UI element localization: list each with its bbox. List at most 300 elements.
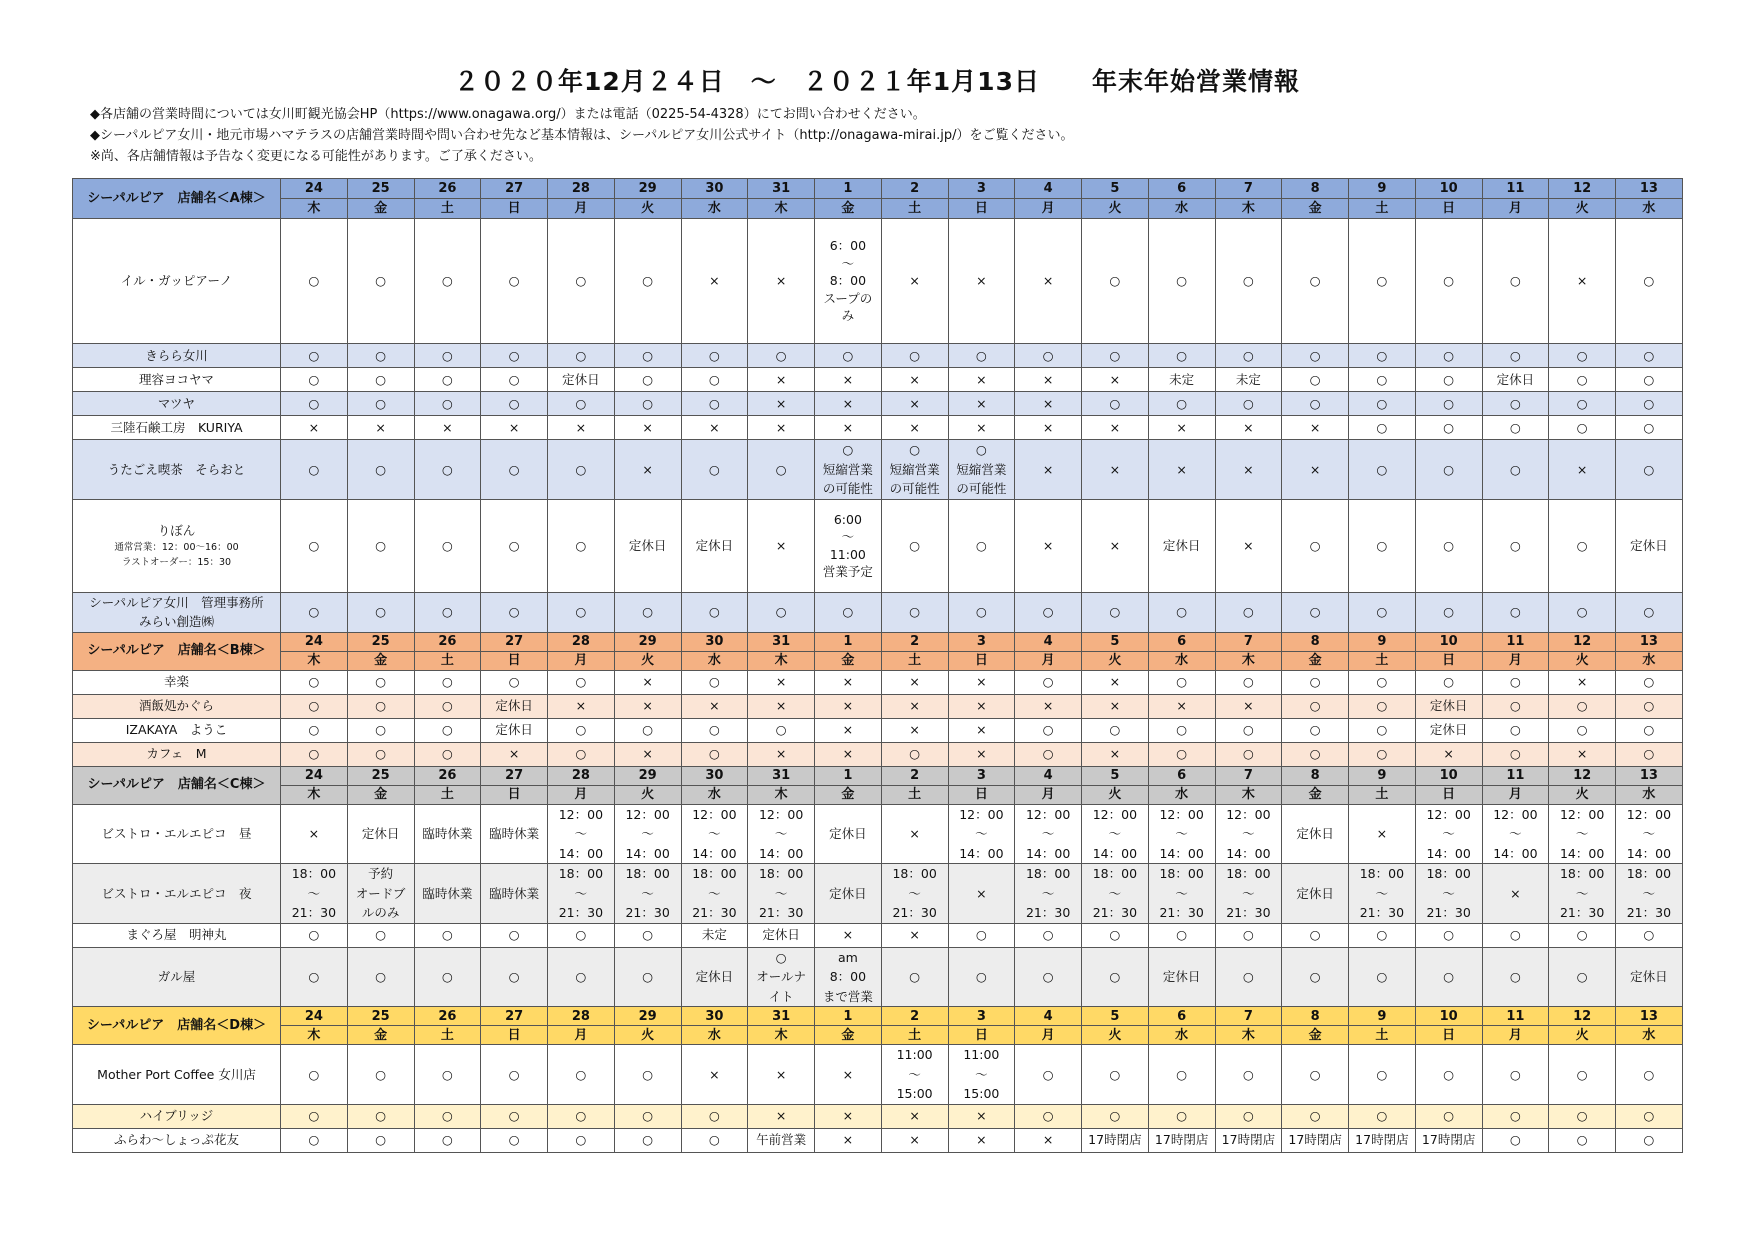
day-number: 11: [1482, 1007, 1549, 1026]
store-row: [73, 416, 1683, 440]
status-cell: ×: [1015, 1128, 1082, 1152]
day-number: 12: [1549, 766, 1616, 785]
status-cell: ○: [1549, 344, 1616, 368]
status-cell: ○: [414, 1128, 481, 1152]
weekday: 土: [1349, 651, 1416, 670]
weekday: 火: [1082, 785, 1149, 804]
store-name: きらら女川: [73, 344, 281, 368]
day-number: 2: [881, 632, 948, 651]
status-cell: ○: [1349, 1104, 1416, 1128]
status-cell: ×: [948, 219, 1015, 344]
status-cell: 12：00 ～ 14：00: [681, 804, 748, 864]
status-cell: ○: [1549, 1104, 1616, 1128]
status-cell: ○: [1282, 670, 1349, 694]
weekday: 火: [1549, 1026, 1616, 1045]
status-cell: ○: [681, 592, 748, 632]
day-number: 13: [1616, 179, 1683, 199]
status-cell: ○: [1616, 670, 1683, 694]
status-cell: ○: [1082, 592, 1149, 632]
status-cell: ×: [1015, 416, 1082, 440]
status-cell: 12：00 ～ 14：00: [1415, 804, 1482, 864]
status-cell: ○: [1482, 1128, 1549, 1152]
status-cell: ○: [281, 499, 348, 592]
status-cell: ×: [1148, 440, 1215, 500]
day-number: 31: [748, 1007, 815, 1026]
weekday: 月: [1482, 785, 1549, 804]
weekday: 金: [1282, 651, 1349, 670]
status-cell: ○: [347, 219, 414, 344]
day-number: 5: [1082, 632, 1149, 651]
status-cell: ○: [1616, 219, 1683, 344]
status-cell: ○: [481, 592, 548, 632]
status-cell: 定休日: [748, 923, 815, 947]
status-cell: ○: [1015, 947, 1082, 1007]
status-cell: 18：00 ～ 21：30: [1616, 864, 1683, 924]
status-cell: ×: [881, 804, 948, 864]
weekday: 金: [347, 199, 414, 219]
status-cell: 定休日: [815, 864, 882, 924]
status-cell: ×: [548, 416, 615, 440]
status-cell: ○: [681, 1104, 748, 1128]
weekday: 日: [948, 651, 1015, 670]
status-cell: 定休日: [681, 947, 748, 1007]
status-cell: ×: [948, 718, 1015, 742]
day-number: 2: [881, 179, 948, 199]
day-number: 30: [681, 632, 748, 651]
status-cell: ×: [948, 1128, 1015, 1152]
weekday: 金: [815, 785, 882, 804]
status-cell: ○: [1349, 718, 1416, 742]
weekday: 木: [748, 1026, 815, 1045]
status-cell: 18：00 ～ 21：30: [1082, 864, 1149, 924]
status-cell: 予約 オードブ ルのみ: [347, 864, 414, 924]
weekday: 日: [481, 199, 548, 219]
status-cell: ×: [881, 923, 948, 947]
day-number: 29: [614, 179, 681, 199]
store-name: マツヤ: [73, 392, 281, 416]
weekday: 日: [481, 651, 548, 670]
status-cell: ×: [1082, 694, 1149, 718]
status-cell: ○: [481, 923, 548, 947]
status-cell: ×: [748, 742, 815, 766]
status-cell: ○: [1215, 947, 1282, 1007]
weekday: 火: [1549, 785, 1616, 804]
status-cell: ○: [1482, 440, 1549, 500]
section-header-row: [73, 1007, 1683, 1026]
section-label: シーパルピア 店舗名＜A棟＞: [73, 179, 281, 219]
status-cell: ×: [748, 1045, 815, 1105]
day-number: 8: [1282, 632, 1349, 651]
weekday: 月: [1015, 1026, 1082, 1045]
day-number: 25: [347, 766, 414, 785]
status-cell: ○: [1215, 392, 1282, 416]
store-row: [73, 1104, 1683, 1128]
weekday: 木: [1215, 651, 1282, 670]
status-cell: ○: [1616, 742, 1683, 766]
status-cell: ○: [1549, 592, 1616, 632]
section-header-row: [73, 766, 1683, 785]
weekday: 水: [681, 1026, 748, 1045]
status-cell: ×: [1415, 742, 1482, 766]
day-number: 24: [281, 632, 348, 651]
status-cell: ×: [1482, 864, 1549, 924]
status-cell: ○: [614, 1128, 681, 1152]
status-cell: ×: [948, 392, 1015, 416]
status-cell: ○: [347, 694, 414, 718]
day-number: 3: [948, 766, 1015, 785]
status-cell: ○: [1215, 344, 1282, 368]
status-cell: ○: [1415, 1045, 1482, 1105]
status-cell: ○: [1349, 1045, 1416, 1105]
status-cell: ○: [347, 1045, 414, 1105]
status-cell: ○: [1148, 344, 1215, 368]
status-cell: ○: [1482, 694, 1549, 718]
status-cell: ×: [948, 694, 1015, 718]
status-cell: ○: [481, 670, 548, 694]
status-cell: ○: [347, 718, 414, 742]
weekday: 金: [347, 651, 414, 670]
weekday: 木: [748, 651, 815, 670]
status-cell: ○: [681, 344, 748, 368]
status-cell: ○: [1215, 1045, 1282, 1105]
weekday: 火: [1082, 651, 1149, 670]
status-cell: ○: [1349, 694, 1416, 718]
status-cell: ×: [1015, 499, 1082, 592]
day-number: 24: [281, 1007, 348, 1026]
day-number: 6: [1148, 766, 1215, 785]
weekday: 日: [481, 785, 548, 804]
status-cell: 12：00 ～ 14：00: [748, 804, 815, 864]
status-cell: ×: [614, 670, 681, 694]
day-number: 30: [681, 179, 748, 199]
status-cell: ○: [548, 219, 615, 344]
status-cell: ○: [414, 1104, 481, 1128]
status-cell: ○: [1482, 923, 1549, 947]
status-cell: ○: [1482, 742, 1549, 766]
status-cell: ○: [1082, 947, 1149, 1007]
day-number: 25: [347, 179, 414, 199]
day-number: 10: [1415, 766, 1482, 785]
status-cell: ○: [1415, 392, 1482, 416]
status-cell: ×: [881, 1128, 948, 1152]
status-cell: ○: [1015, 344, 1082, 368]
day-number: 1: [815, 632, 882, 651]
status-cell: ○: [548, 1045, 615, 1105]
status-cell: ○: [1349, 392, 1416, 416]
status-cell: ×: [1082, 499, 1149, 592]
weekday: 木: [1215, 785, 1282, 804]
weekday: 土: [881, 785, 948, 804]
status-cell: ○: [1415, 219, 1482, 344]
status-cell: ×: [1549, 742, 1616, 766]
status-cell: 12：00 ～ 14：00: [1082, 804, 1149, 864]
status-cell: ○: [1549, 694, 1616, 718]
status-cell: ○: [1482, 344, 1549, 368]
status-cell: ○: [1215, 742, 1282, 766]
day-number: 31: [748, 766, 815, 785]
status-cell: 定休日: [614, 499, 681, 592]
weekday: 木: [281, 651, 348, 670]
status-cell: ○: [414, 344, 481, 368]
status-cell: ○: [548, 440, 615, 500]
status-cell: ○: [1349, 219, 1416, 344]
weekday: 月: [1482, 651, 1549, 670]
day-number: 4: [1015, 1007, 1082, 1026]
note-official-site: ◆シーパルピア女川・地元市場ハマテラスの店舗営業時間や問い合わせ先など基本情報は、シーパルピア女川公式サイト（http://onagawa-mirai.jp/）をご覧ください。: [90, 128, 1074, 143]
status-cell: ○: [1415, 368, 1482, 392]
status-cell: ×: [748, 1104, 815, 1128]
day-number: 9: [1349, 766, 1416, 785]
status-cell: ○: [347, 344, 414, 368]
status-cell: ×: [815, 368, 882, 392]
status-cell: ×: [1215, 440, 1282, 500]
status-cell: ○: [414, 947, 481, 1007]
status-cell: ○: [1282, 694, 1349, 718]
day-number: 1: [815, 1007, 882, 1026]
weekday: 木: [281, 199, 348, 219]
status-cell: ×: [1282, 416, 1349, 440]
status-cell: ○: [1482, 416, 1549, 440]
status-cell: ○: [347, 670, 414, 694]
status-cell: 定休日: [681, 499, 748, 592]
status-cell: ○: [1549, 923, 1616, 947]
store-name: 幸楽: [73, 670, 281, 694]
day-number: 12: [1549, 632, 1616, 651]
status-cell: ○: [1616, 344, 1683, 368]
day-number: 8: [1282, 1007, 1349, 1026]
status-cell: 18：00 ～ 21：30: [681, 864, 748, 924]
status-cell: ○: [481, 392, 548, 416]
weekday: 水: [681, 199, 748, 219]
status-cell: ○: [281, 1128, 348, 1152]
status-cell: ○: [1616, 368, 1683, 392]
status-cell: 6:00 ～ 11:00 営業予定: [815, 499, 882, 592]
day-number: 28: [548, 1007, 615, 1026]
status-cell: 17時閉店: [1349, 1128, 1416, 1152]
status-cell: ○: [881, 592, 948, 632]
weekday: 木: [748, 785, 815, 804]
day-number: 3: [948, 1007, 1015, 1026]
status-cell: ○: [815, 592, 882, 632]
status-cell: ×: [815, 670, 882, 694]
status-cell: ○: [948, 499, 1015, 592]
status-cell: ○: [548, 670, 615, 694]
weekday: 金: [347, 1026, 414, 1045]
day-number: 4: [1015, 632, 1082, 651]
status-cell: 臨時休業: [481, 804, 548, 864]
day-number: 13: [1616, 1007, 1683, 1026]
status-cell: ○: [347, 742, 414, 766]
status-cell: ○: [481, 1045, 548, 1105]
status-cell: ○: [614, 718, 681, 742]
status-cell: ○: [548, 392, 615, 416]
status-cell: 17時閉店: [1082, 1128, 1149, 1152]
weekday: 金: [1282, 199, 1349, 219]
status-cell: ○: [1616, 923, 1683, 947]
status-cell: ×: [748, 499, 815, 592]
status-cell: ○: [281, 392, 348, 416]
status-cell: ○: [548, 592, 615, 632]
status-cell: ○: [1215, 670, 1282, 694]
weekday: 水: [1148, 199, 1215, 219]
section-weekday-row: [73, 1026, 1683, 1045]
status-cell: ○: [1215, 923, 1282, 947]
day-number: 4: [1015, 766, 1082, 785]
status-cell: ×: [614, 440, 681, 500]
status-cell: ○: [414, 392, 481, 416]
status-cell: ×: [815, 923, 882, 947]
status-cell: ○: [281, 670, 348, 694]
status-cell: ○: [281, 923, 348, 947]
day-number: 11: [1482, 179, 1549, 199]
status-cell: ○: [1482, 718, 1549, 742]
day-number: 6: [1148, 632, 1215, 651]
status-cell: ○: [1415, 416, 1482, 440]
status-cell: ○: [614, 947, 681, 1007]
status-cell: ×: [1082, 416, 1149, 440]
day-number: 30: [681, 1007, 748, 1026]
store-name: ビストロ・エルエピコ 昼: [73, 804, 281, 864]
status-cell: ○: [347, 499, 414, 592]
day-number: 25: [347, 1007, 414, 1026]
weekday: 月: [1015, 199, 1082, 219]
day-number: 11: [1482, 632, 1549, 651]
status-cell: ○: [1349, 670, 1416, 694]
day-number: 26: [414, 766, 481, 785]
status-cell: ○: [614, 344, 681, 368]
weekday: 水: [681, 785, 748, 804]
status-cell: ○: [1215, 1104, 1282, 1128]
weekday: 水: [1148, 1026, 1215, 1045]
day-number: 9: [1349, 179, 1416, 199]
day-number: 9: [1349, 632, 1416, 651]
status-cell: ×: [1148, 694, 1215, 718]
status-cell: 18：00 ～ 21：30: [548, 864, 615, 924]
store-name: Mother Port Coffee 女川店: [73, 1045, 281, 1105]
status-cell: ×: [1015, 694, 1082, 718]
status-cell: ○: [1282, 592, 1349, 632]
status-cell: ○: [614, 923, 681, 947]
status-cell: ×: [414, 416, 481, 440]
status-cell: ×: [881, 368, 948, 392]
status-cell: ×: [948, 864, 1015, 924]
status-cell: ○: [1282, 368, 1349, 392]
status-cell: 定休日: [481, 694, 548, 718]
status-cell: ○: [1415, 947, 1482, 1007]
status-cell: ○: [1282, 718, 1349, 742]
status-cell: 定休日: [1415, 718, 1482, 742]
status-cell: 6：00 ～ 8：00 スープの み: [815, 219, 882, 344]
store-name: うたごえ喫茶 そらおと: [73, 440, 281, 500]
status-cell: ×: [1082, 440, 1149, 500]
weekday: 水: [1148, 785, 1215, 804]
status-cell: ○: [1282, 1104, 1349, 1128]
weekday: 月: [548, 199, 615, 219]
weekday: 火: [614, 1026, 681, 1045]
store-hours-note: ラストオーダー：15：30: [121, 557, 232, 569]
day-number: 7: [1215, 766, 1282, 785]
day-number: 7: [1215, 1007, 1282, 1026]
weekday: 水: [1616, 785, 1683, 804]
status-cell: ○: [481, 368, 548, 392]
status-cell: ○: [347, 1128, 414, 1152]
page-title: ２０２０年12月２４日 ～ ２０２１年1月13日 年末年始営業情報: [454, 67, 1300, 96]
status-cell: ○: [1148, 219, 1215, 344]
weekday: 土: [414, 1026, 481, 1045]
status-cell: ○: [281, 344, 348, 368]
day-number: 12: [1549, 1007, 1616, 1026]
status-cell: ×: [1082, 670, 1149, 694]
status-cell: ○: [347, 392, 414, 416]
status-cell: ○: [1215, 592, 1282, 632]
weekday: 日: [1415, 1026, 1482, 1045]
status-cell: ○: [1282, 947, 1349, 1007]
day-number: 12: [1549, 179, 1616, 199]
status-cell: ○: [1015, 1045, 1082, 1105]
status-cell: ○: [1482, 1045, 1549, 1105]
store-name: ふらわ～しょっぷ花友: [73, 1128, 281, 1152]
schedule-table: [72, 178, 1683, 1153]
status-cell: ×: [948, 670, 1015, 694]
status-cell: 18：00 ～ 21：30: [281, 864, 348, 924]
store-row: [73, 368, 1683, 392]
status-cell: ○: [1415, 670, 1482, 694]
note-disclaimer: ※尚、各店舗情報は予告なく変更になる可能性があります。ご了承ください。: [90, 149, 542, 164]
store-name: イル・ガッピアーノ: [73, 219, 281, 344]
status-cell: ○: [614, 392, 681, 416]
status-cell: ○: [1549, 947, 1616, 1007]
status-cell: ○: [347, 368, 414, 392]
status-cell: ○: [414, 718, 481, 742]
status-cell: ×: [748, 368, 815, 392]
status-cell: 定休日: [815, 804, 882, 864]
status-cell: ×: [281, 804, 348, 864]
weekday: 火: [1549, 199, 1616, 219]
status-cell: ×: [1082, 368, 1149, 392]
weekday: 木: [281, 1026, 348, 1045]
status-cell: ○: [881, 344, 948, 368]
status-cell: ○: [1349, 923, 1416, 947]
weekday: 土: [414, 785, 481, 804]
weekday: 日: [948, 1026, 1015, 1045]
status-cell: 18：00 ～ 21：30: [748, 864, 815, 924]
status-cell: ○: [815, 344, 882, 368]
status-cell: ○: [1482, 670, 1549, 694]
status-cell: ○: [1616, 1104, 1683, 1128]
status-cell: ×: [1015, 392, 1082, 416]
status-cell: ○: [1015, 923, 1082, 947]
status-cell: ○: [1415, 344, 1482, 368]
status-cell: 17時閉店: [1148, 1128, 1215, 1152]
day-number: 4: [1015, 179, 1082, 199]
status-cell: 17時閉店: [1215, 1128, 1282, 1152]
status-cell: ○: [548, 923, 615, 947]
status-cell: ○: [414, 1045, 481, 1105]
weekday: 土: [881, 651, 948, 670]
status-cell: ×: [748, 694, 815, 718]
status-cell: ○: [1349, 592, 1416, 632]
status-cell: ○: [548, 1128, 615, 1152]
store-hours-note: 通常営業：12：00～16：00: [114, 542, 239, 554]
store-row: [73, 742, 1683, 766]
note-contact: ◆各店舗の営業時間については女川町観光協会HP（https://www.onagawa.org/）または電話（0225-54-4328）にてお問い合わせください。: [90, 107, 926, 122]
weekday: 月: [1482, 199, 1549, 219]
store-name: IZAKAYA ようこ: [73, 718, 281, 742]
store-name: ガル屋: [73, 947, 281, 1007]
status-cell: 12：00 ～ 14：00: [1616, 804, 1683, 864]
day-number: 5: [1082, 1007, 1149, 1026]
status-cell: ○: [1148, 742, 1215, 766]
